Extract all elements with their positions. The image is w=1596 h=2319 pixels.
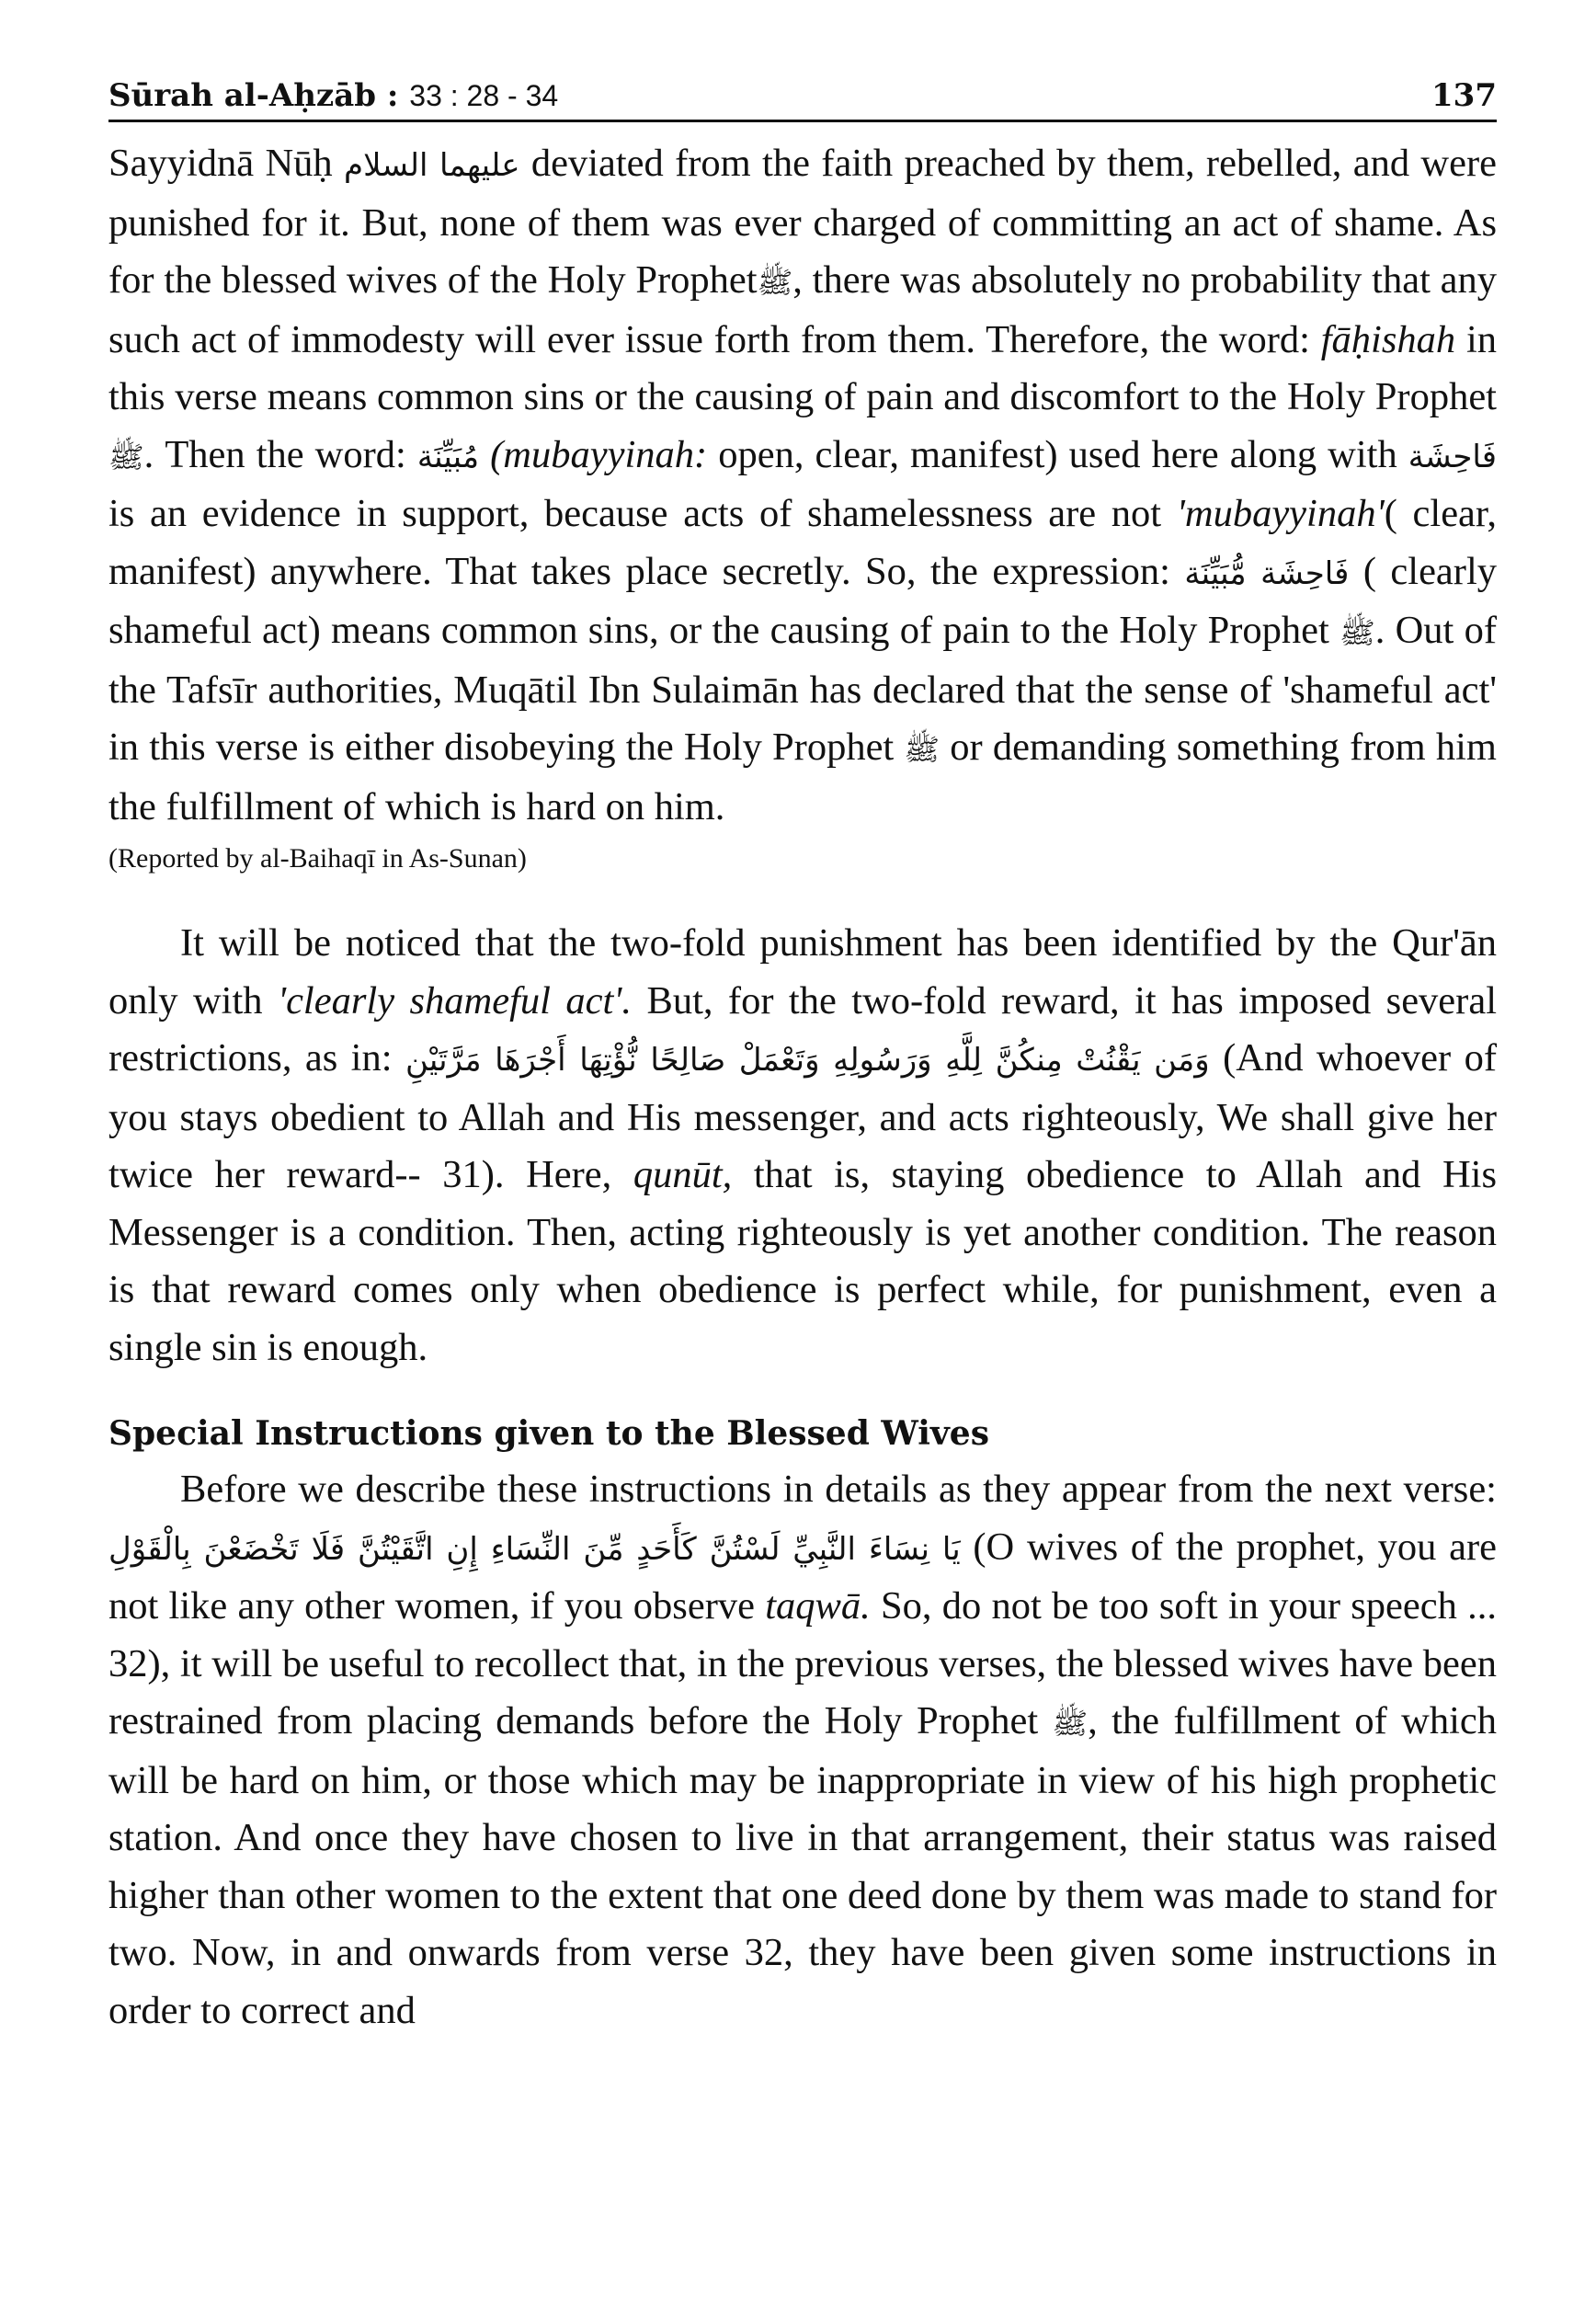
arabic-alaihima: عليهما السلام xyxy=(344,147,520,184)
text-run: that is, staying obedience to Allah and His Messenger is a condition. Then, acting righteously is yet another condition. The reason is that reward comes only when obedience is perfect while, for punishment, even a single sin is enough. xyxy=(108,1153,1497,1369)
text-run: is an evidence in support, because acts of shamelessness are not xyxy=(108,492,1162,535)
salawat-glyph-icon: ﷺ xyxy=(757,265,793,300)
term-fahishah: fāḥishah xyxy=(1320,317,1456,361)
page-number: 137 xyxy=(1431,77,1497,114)
salawat-glyph-icon: ﷺ xyxy=(1340,615,1375,650)
text-run: in this verse means common sins or the causing of pain and discomfort to the Holy Prophet xyxy=(108,317,1498,418)
term-mubayyinah: (mubayyinah: xyxy=(490,432,708,476)
text-run: So, do not be too soft in your speech ... 32), it will be useful to recollect that, in the previous verses, the blessed wives have been restrained from placing demands before the Holy Prophet xyxy=(108,1584,1498,1742)
text-run: It will be noticed that the two-fold punishment has been identified by the Qur'ān only with xyxy=(108,921,1497,1022)
arabic-verse-31: وَمَن يَقْنُتْ مِنكُنَّ لِلَّهِ وَرَسُولِهِ وَتَعْمَلْ صَالِحًا نُّؤْتِهَا أَجْرَهَا مَرَّتَيْنِ xyxy=(405,1042,1210,1079)
salawat-glyph-icon: ﷺ xyxy=(108,439,144,474)
surah-title: Sūrah al-Aḥzāb : xyxy=(108,77,399,114)
verse-range: 33 : 28 - 34 xyxy=(409,79,559,112)
paragraph-3 xyxy=(108,1461,1497,2039)
text-run: open, clear, manifest) used here along with xyxy=(718,432,1397,476)
header-title xyxy=(108,77,558,114)
text-run: , the fulfillment of which will be hard on him, or those which may be inappropriate in view of his high prophetic station. And once they have chosen to live in that arrangement, their status was raised higher than other women to the extent that one deed done by them was made to stand for two. Now, in and onwards from verse 32, they have been given some instructions in order to correct and xyxy=(108,1699,1497,2032)
text-run: deviated from the faith preached by them, rebelled, and were punished for it. But, none of them was ever charged of committing an act of shame. As for the blessed wives of the Holy Prophet xyxy=(108,142,1497,302)
text-run: , there was absolutely no probability that any such act of immodesty will ever issue forth from them. Therefore, the word: xyxy=(108,258,1497,361)
citation: (Reported by al-Baihaqī in As-Sunan) xyxy=(108,843,527,874)
text-run: ( clearly shameful act) means common sins, or the causing of pain to the Holy Prophet xyxy=(108,549,1498,652)
text-run: or demanding something from him the fulfillment of which is hard on him. xyxy=(108,725,1497,828)
text-run: (O wives of the prophet, you are not like any other women, if you observe xyxy=(108,1525,1498,1628)
text-run: . Then the word: xyxy=(143,432,406,476)
text-run: Sayyidnā Nūḥ xyxy=(108,142,333,185)
quote-shameful-act: 'clearly shameful act'. xyxy=(277,978,633,1022)
arabic-fahishah: فَاحِشَة xyxy=(1408,438,1497,475)
text-run: But, for the two-fold reward, it has imposed several restrictions, as in: xyxy=(108,978,1497,1080)
paragraph-2 xyxy=(108,915,1497,1377)
text-run: ( clear, manifest) anywhere. That takes place secretly. So, the expression: xyxy=(108,492,1497,593)
arabic-mubayyinah: مُبَيِّنَة xyxy=(416,438,480,475)
text-run: (And whoever of you stays obedient to Allah and His messenger, and acts righteously, We shall give her twice her reward-- 31). Here, xyxy=(108,1036,1497,1196)
book-page xyxy=(108,57,1497,2291)
running-header xyxy=(108,57,1497,122)
arabic-fahishah-mubayyinah: فَاحِشَة مُّبَيِّنَة xyxy=(1184,554,1350,592)
text-run: . Out of the Tafsīr authorities, Muqātil Ibn Sulaimān has declared that the sense of 'shameful act' in this verse is either disobeying the Holy Prophet xyxy=(108,609,1498,769)
paragraph-1 xyxy=(108,135,1497,836)
salawat-glyph-icon: ﷺ xyxy=(1052,1706,1089,1741)
arabic-verse-32: يَا نِسَاءَ النَّبِيِّ لَسْتُنَّ كَأَحَدٍ مِّنَ النِّسَاءِ إِنِ اتَّقَيْتُنَّ فَلَا تَخْضَعْنَ بِالْقَوْلِ xyxy=(108,1530,961,1568)
section-heading: Special Instructions given to the Blessed Wives xyxy=(108,1414,989,1453)
salawat-glyph-icon: ﷺ xyxy=(904,732,940,767)
term-taqwa: taqwā. xyxy=(765,1584,871,1628)
term-mubayyinah-quoted: 'mubayyinah' xyxy=(1176,492,1385,535)
term-qunut: qunūt, xyxy=(633,1153,733,1196)
text-run: Before we describe these instructions in details as they appear from the next verse: xyxy=(180,1468,1497,1511)
